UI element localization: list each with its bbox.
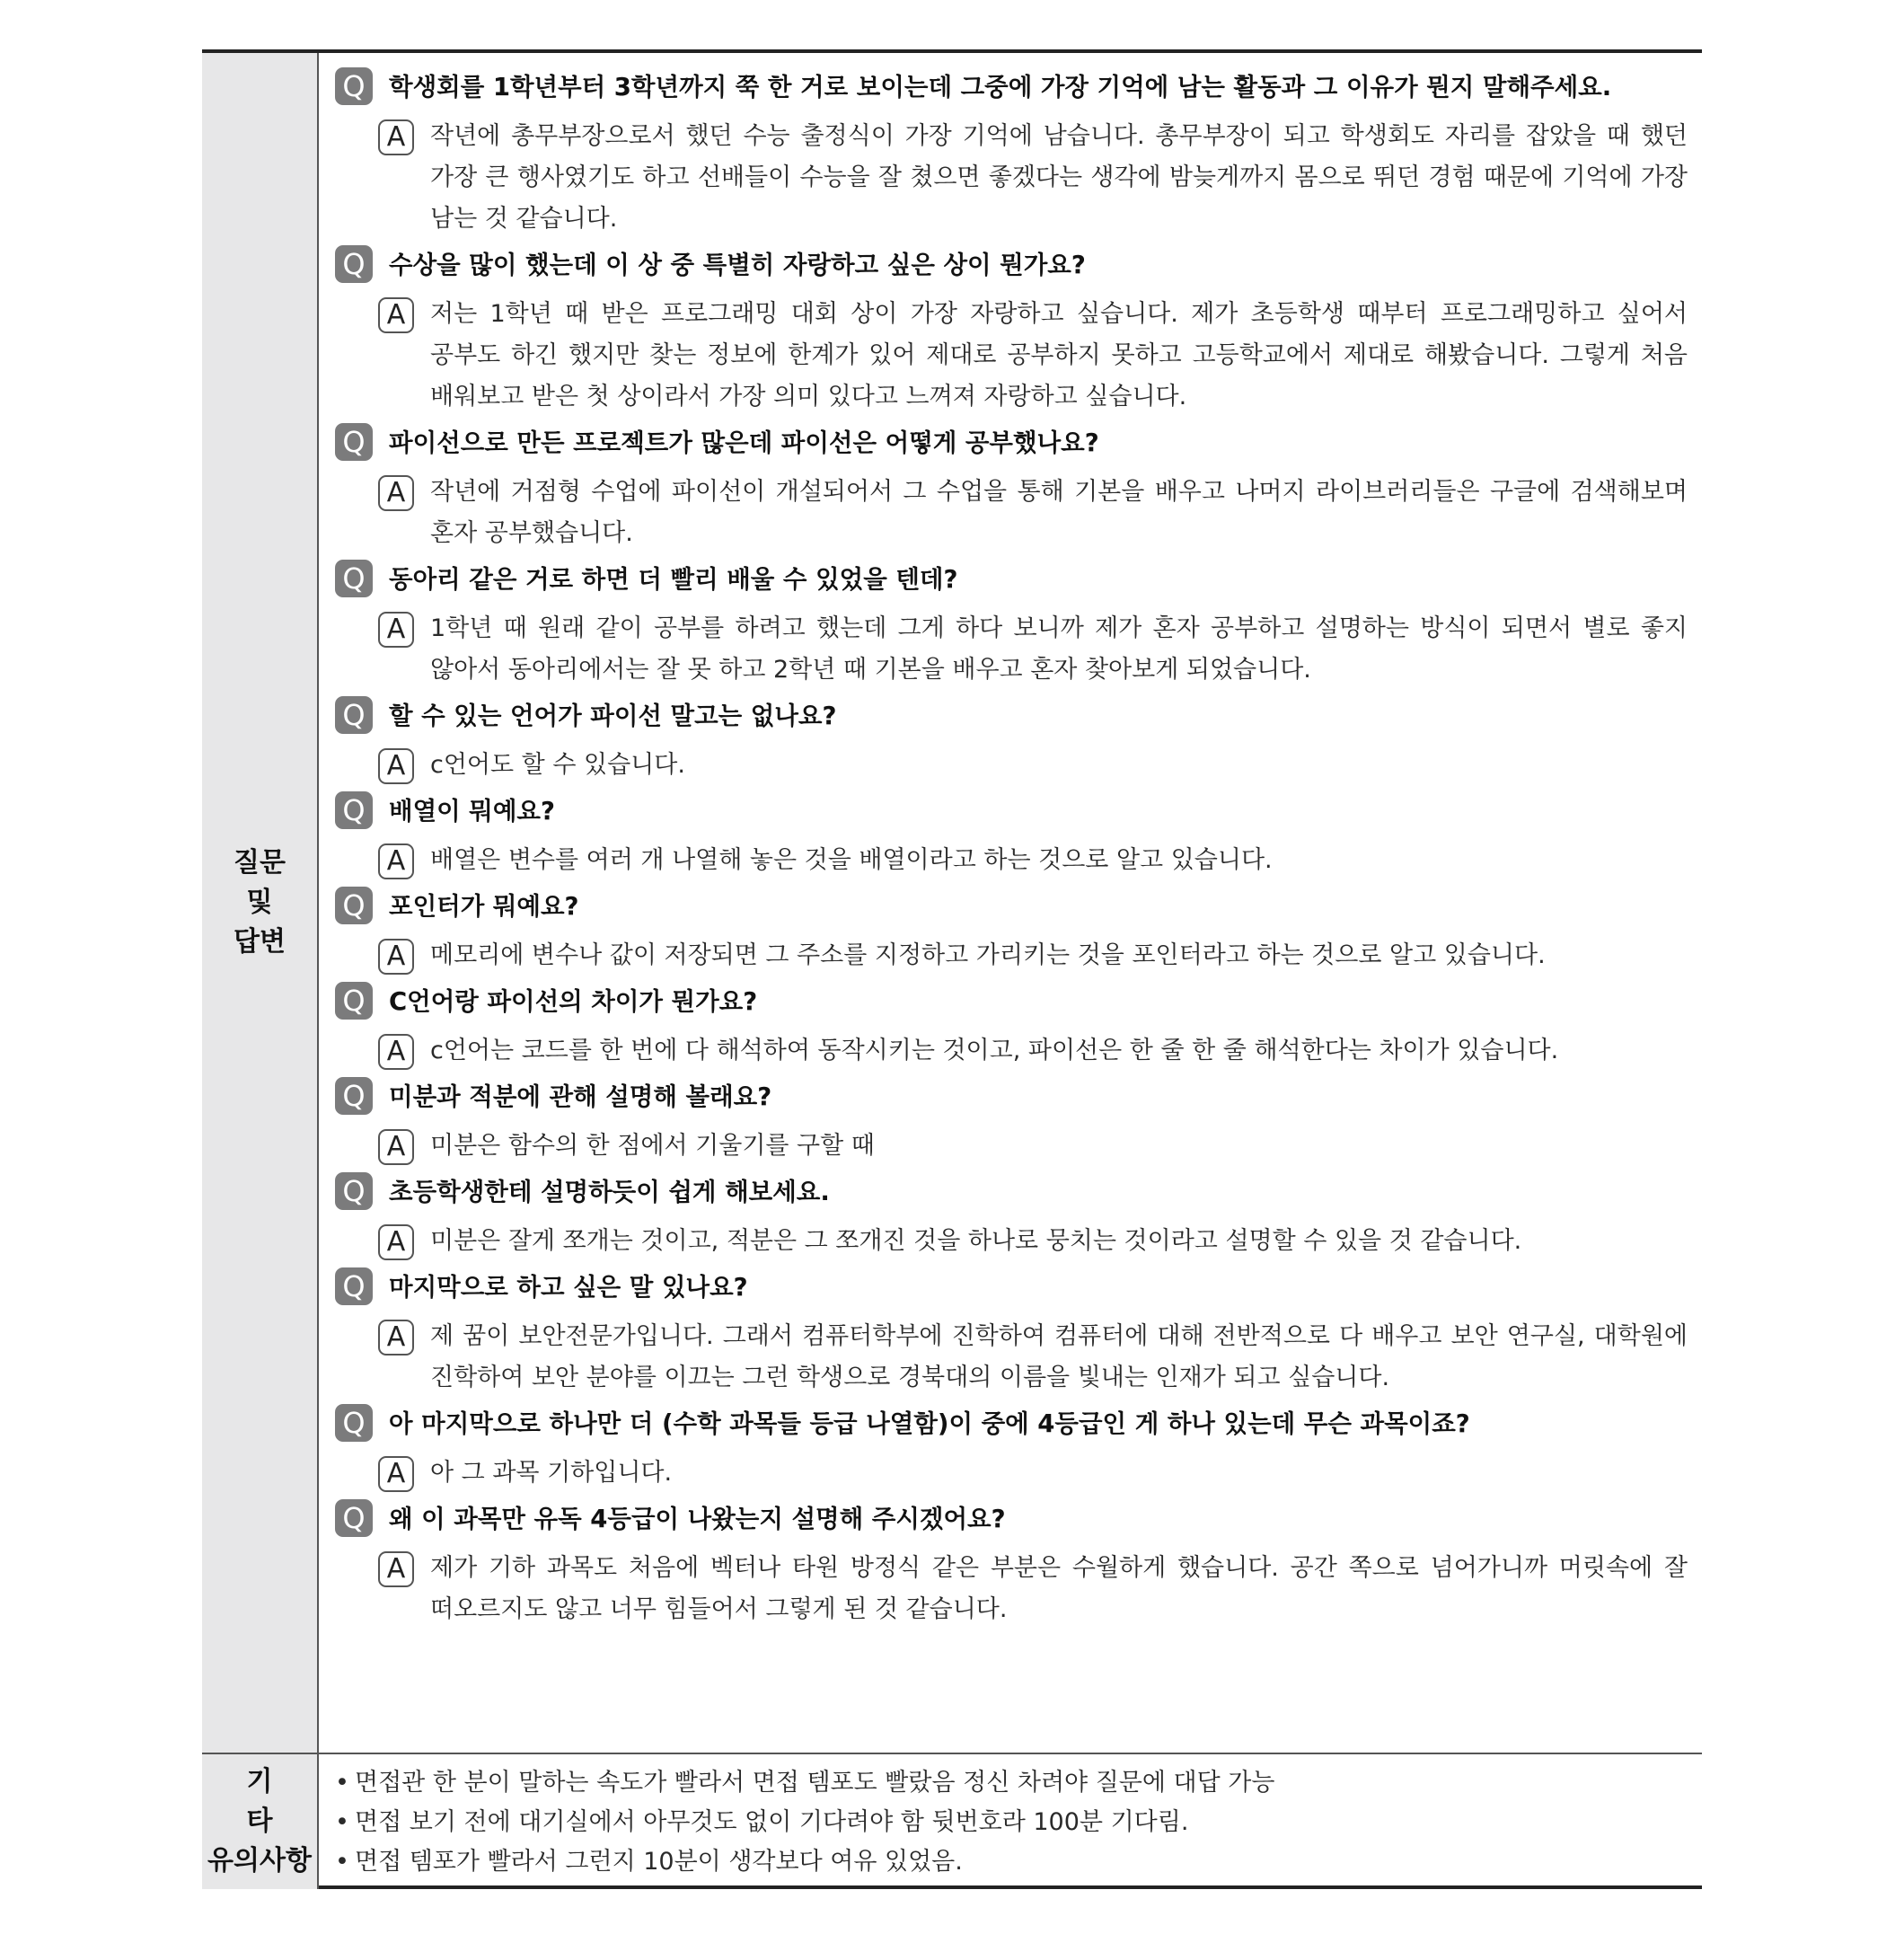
question-text: 왜 이 과목만 유독 4등급이 나왔는지 설명해 주시겠어요? xyxy=(389,1505,1006,1533)
answer-text: 제가 기하 과목도 처음에 벡터나 타원 방정식 같은 부분은 수월하게 했습니다. 공간 쪽으로 넘어가니까 머릿속에 잘 떠오르지도 않고 너무 힘들어서 그렇게 된 것 같습니다. xyxy=(430,1554,1688,1623)
question-badge-icon: Q xyxy=(335,982,373,1020)
qa-item xyxy=(335,791,1688,881)
note-text: 면접관 한 분이 말하는 속도가 빨라서 면접 템포도 빨랐음 정신 차려야 질문에 대답 가능 xyxy=(355,1769,1275,1797)
etc-section-label xyxy=(202,1762,317,1881)
qa-item xyxy=(335,982,1688,1072)
qa-item xyxy=(335,696,1688,786)
question-line xyxy=(335,1499,1688,1541)
question-line xyxy=(335,67,1688,109)
answer-line xyxy=(335,472,1688,554)
answer-badge-icon: A xyxy=(378,843,414,879)
answer-badge-icon: A xyxy=(378,475,414,511)
qa-item xyxy=(335,1499,1688,1630)
answer-badge-icon: A xyxy=(378,612,414,648)
question-badge-icon: Q xyxy=(335,887,373,924)
answer-line xyxy=(335,608,1688,691)
question-text: 수상을 많이 했는데 이 상 중 특별히 자랑하고 싶은 상이 뭔가요? xyxy=(389,251,1086,279)
question-badge-icon: Q xyxy=(335,791,373,829)
answer-line xyxy=(335,1221,1688,1262)
answer-text: c언어는 코드를 한 번에 다 해석하여 동작시키는 것이고, 파이선은 한 줄 한 줄 해석한다는 차이가 있습니다. xyxy=(430,1037,1559,1064)
answer-line xyxy=(335,116,1688,240)
qa-section-label-cell xyxy=(202,53,319,1753)
note-text: 면접 보기 전에 대기실에서 아무것도 없이 기다려야 함 뒷번호라 100분 기다림. xyxy=(355,1808,1189,1836)
question-text: 할 수 있는 언어가 파이선 말고는 없나요? xyxy=(389,702,837,730)
question-text: 파이선으로 만든 프로젝트가 많은데 파이선은 어떻게 공부했나요? xyxy=(389,428,1099,457)
question-line xyxy=(335,1077,1688,1118)
note-text: 면접 템포가 빨라서 그런지 10분이 생각보다 여유 있었음. xyxy=(355,1848,963,1876)
question-badge-icon: Q xyxy=(335,1077,373,1115)
answer-line xyxy=(335,1030,1688,1072)
answer-line xyxy=(335,745,1688,786)
answer-text: 1학년 때 원래 같이 공부를 하려고 했는데 그게 하다 보니까 제가 혼자 공부하고 설명하는 방식이 되면서 별로 좋지 않아서 동아리에서는 잘 못 하고 2학년 때 기본을 배우고 혼자 찾아보게 되었습니다. xyxy=(430,614,1688,684)
notes-list xyxy=(335,1763,1688,1882)
answer-badge-icon: A xyxy=(378,1129,414,1165)
qa-item xyxy=(335,245,1688,418)
etc-section-label-cell xyxy=(202,1754,319,1889)
question-badge-icon: Q xyxy=(335,1267,373,1305)
question-text: 미분과 적분에 관해 설명해 볼래요? xyxy=(389,1082,772,1111)
qa-label-line: 및 xyxy=(246,887,273,918)
question-badge-icon: Q xyxy=(335,245,373,283)
qa-item xyxy=(335,1267,1688,1399)
qa-item xyxy=(335,560,1688,691)
answer-badge-icon: A xyxy=(378,939,414,975)
note-item xyxy=(335,1763,1688,1803)
etc-row xyxy=(202,1753,1702,1889)
question-text: 동아리 같은 거로 하면 더 빨리 배울 수 있었을 텐데? xyxy=(389,565,958,594)
answer-text: 배열은 변수를 여러 개 나열해 놓은 것을 배열이라고 하는 것으로 알고 있습니다. xyxy=(430,846,1273,874)
answer-text: 미분은 잘게 쪼개는 것이고, 적분은 그 쪼개진 것을 하나로 뭉치는 것이라고 설명할 수 있을 것 같습니다. xyxy=(430,1227,1522,1255)
question-badge-icon: Q xyxy=(335,1172,373,1210)
question-line xyxy=(335,245,1688,287)
question-line xyxy=(335,423,1688,464)
question-badge-icon: Q xyxy=(335,1499,373,1537)
qa-list xyxy=(319,53,1702,1753)
question-text: 학생회를 1학년부터 3학년까지 쭉 한 거로 보이는데 그중에 가장 기억에 남는 활동과 그 이유가 뭔지 말해주세요. xyxy=(389,73,1612,102)
question-text: C언어랑 파이선의 차이가 뭔가요? xyxy=(389,987,758,1016)
qa-label-line: 답변 xyxy=(234,926,286,958)
question-text: 배열이 뭐예요? xyxy=(389,797,555,826)
qa-item xyxy=(335,67,1688,240)
question-text: 포인터가 뭐예요? xyxy=(389,892,579,921)
question-badge-icon: Q xyxy=(335,696,373,734)
question-badge-icon: Q xyxy=(335,560,373,597)
qa-item xyxy=(335,423,1688,554)
note-item xyxy=(335,1842,1688,1882)
question-line xyxy=(335,887,1688,928)
answer-text: 제 꿈이 보안전문가입니다. 그래서 컴퓨터학부에 진학하여 컴퓨터에 대해 전반적으로 다 배우고 보안 연구실, 대학원에 진학하여 보안 분야를 이끄는 그런 학생으로 경북대의 이름을 빛내는 인재가 되고 싶습니다. xyxy=(430,1322,1688,1391)
qa-label-line: 질문 xyxy=(234,847,286,879)
question-line xyxy=(335,1404,1688,1445)
answer-line xyxy=(335,294,1688,418)
question-text: 초등학생한테 설명하듯이 쉽게 해보세요. xyxy=(389,1178,830,1206)
question-line xyxy=(335,1267,1688,1309)
question-line xyxy=(335,1172,1688,1214)
answer-line xyxy=(335,1453,1688,1494)
answer-text: c언어도 할 수 있습니다. xyxy=(430,751,685,779)
question-text: 마지막으로 하고 싶은 말 있나요? xyxy=(389,1273,748,1302)
question-line xyxy=(335,696,1688,737)
question-badge-icon: Q xyxy=(335,1404,373,1442)
answer-text: 메모리에 변수나 값이 저장되면 그 주소를 지정하고 가리키는 것을 포인터라고 하는 것으로 알고 있습니다. xyxy=(430,941,1546,969)
qa-section-label xyxy=(234,843,286,962)
qa-row xyxy=(202,53,1702,1753)
question-badge-icon: Q xyxy=(335,67,373,105)
answer-line xyxy=(335,935,1688,976)
answer-badge-icon: A xyxy=(378,297,414,333)
answer-badge-icon: A xyxy=(378,1224,414,1260)
answer-text: 작년에 총무부장으로서 했던 수능 출정식이 가장 기억에 남습니다. 총무부장이 되고 학생회도 자리를 잡았을 때 했던 가장 큰 행사였기도 하고 선배들이 수능을 잘 쳤으면 좋겠다는 생각에 밤늦게까지 몸으로 뛰던 경험 때문에 기억에 가장 남는 것 같습니다. xyxy=(430,122,1688,233)
notes-cell xyxy=(319,1754,1702,1889)
interview-record-table xyxy=(202,49,1702,1889)
answer-badge-icon: A xyxy=(378,1456,414,1492)
qa-item xyxy=(335,887,1688,976)
answer-badge-icon: A xyxy=(378,1320,414,1356)
etc-label-line: 기 타 xyxy=(246,1766,298,1837)
question-line xyxy=(335,982,1688,1023)
answer-badge-icon: A xyxy=(378,1551,414,1587)
question-text: 아 마지막으로 하나만 더 (수학 과목들 등급 나열함)이 중에 4등급인 게 하나 있는데 무슨 과목이죠? xyxy=(389,1409,1470,1438)
answer-line xyxy=(335,1316,1688,1399)
question-badge-icon: Q xyxy=(335,423,373,461)
bullet-icon: • xyxy=(335,1769,349,1797)
note-item xyxy=(335,1803,1688,1842)
bullet-icon: • xyxy=(335,1808,349,1836)
answer-text: 아 그 과목 기하입니다. xyxy=(430,1459,673,1487)
answer-badge-icon: A xyxy=(378,119,414,155)
answer-line xyxy=(335,1548,1688,1630)
answer-text: 미분은 함수의 한 점에서 기울기를 구할 때 xyxy=(430,1132,875,1160)
answer-line xyxy=(335,1126,1688,1167)
question-line xyxy=(335,560,1688,601)
etc-label-line: 유의사항 xyxy=(207,1845,312,1877)
answer-badge-icon: A xyxy=(378,1034,414,1070)
bullet-icon: • xyxy=(335,1848,349,1876)
qa-item xyxy=(335,1077,1688,1167)
question-line xyxy=(335,791,1688,833)
answer-badge-icon: A xyxy=(378,748,414,784)
qa-item xyxy=(335,1404,1688,1494)
answer-text: 작년에 거점형 수업에 파이선이 개설되어서 그 수업을 통해 기본을 배우고 나머지 라이브러리들은 구글에 검색해보며 혼자 공부했습니다. xyxy=(430,478,1688,547)
answer-text: 저는 1학년 때 받은 프로그래밍 대회 상이 가장 자랑하고 싶습니다. 제가 초등학생 때부터 프로그래밍하고 싶어서 공부도 하긴 했지만 찾는 정보에 한계가 있어 제대로 공부하지 못하고 고등학교에서 제대로 해봤습니다. 그렇게 처음 배워보고 받은 첫 상이라서 가장 의미 있다고 느껴져 자랑하고 싶습니다. xyxy=(430,300,1688,411)
answer-line xyxy=(335,840,1688,881)
qa-item xyxy=(335,1172,1688,1262)
